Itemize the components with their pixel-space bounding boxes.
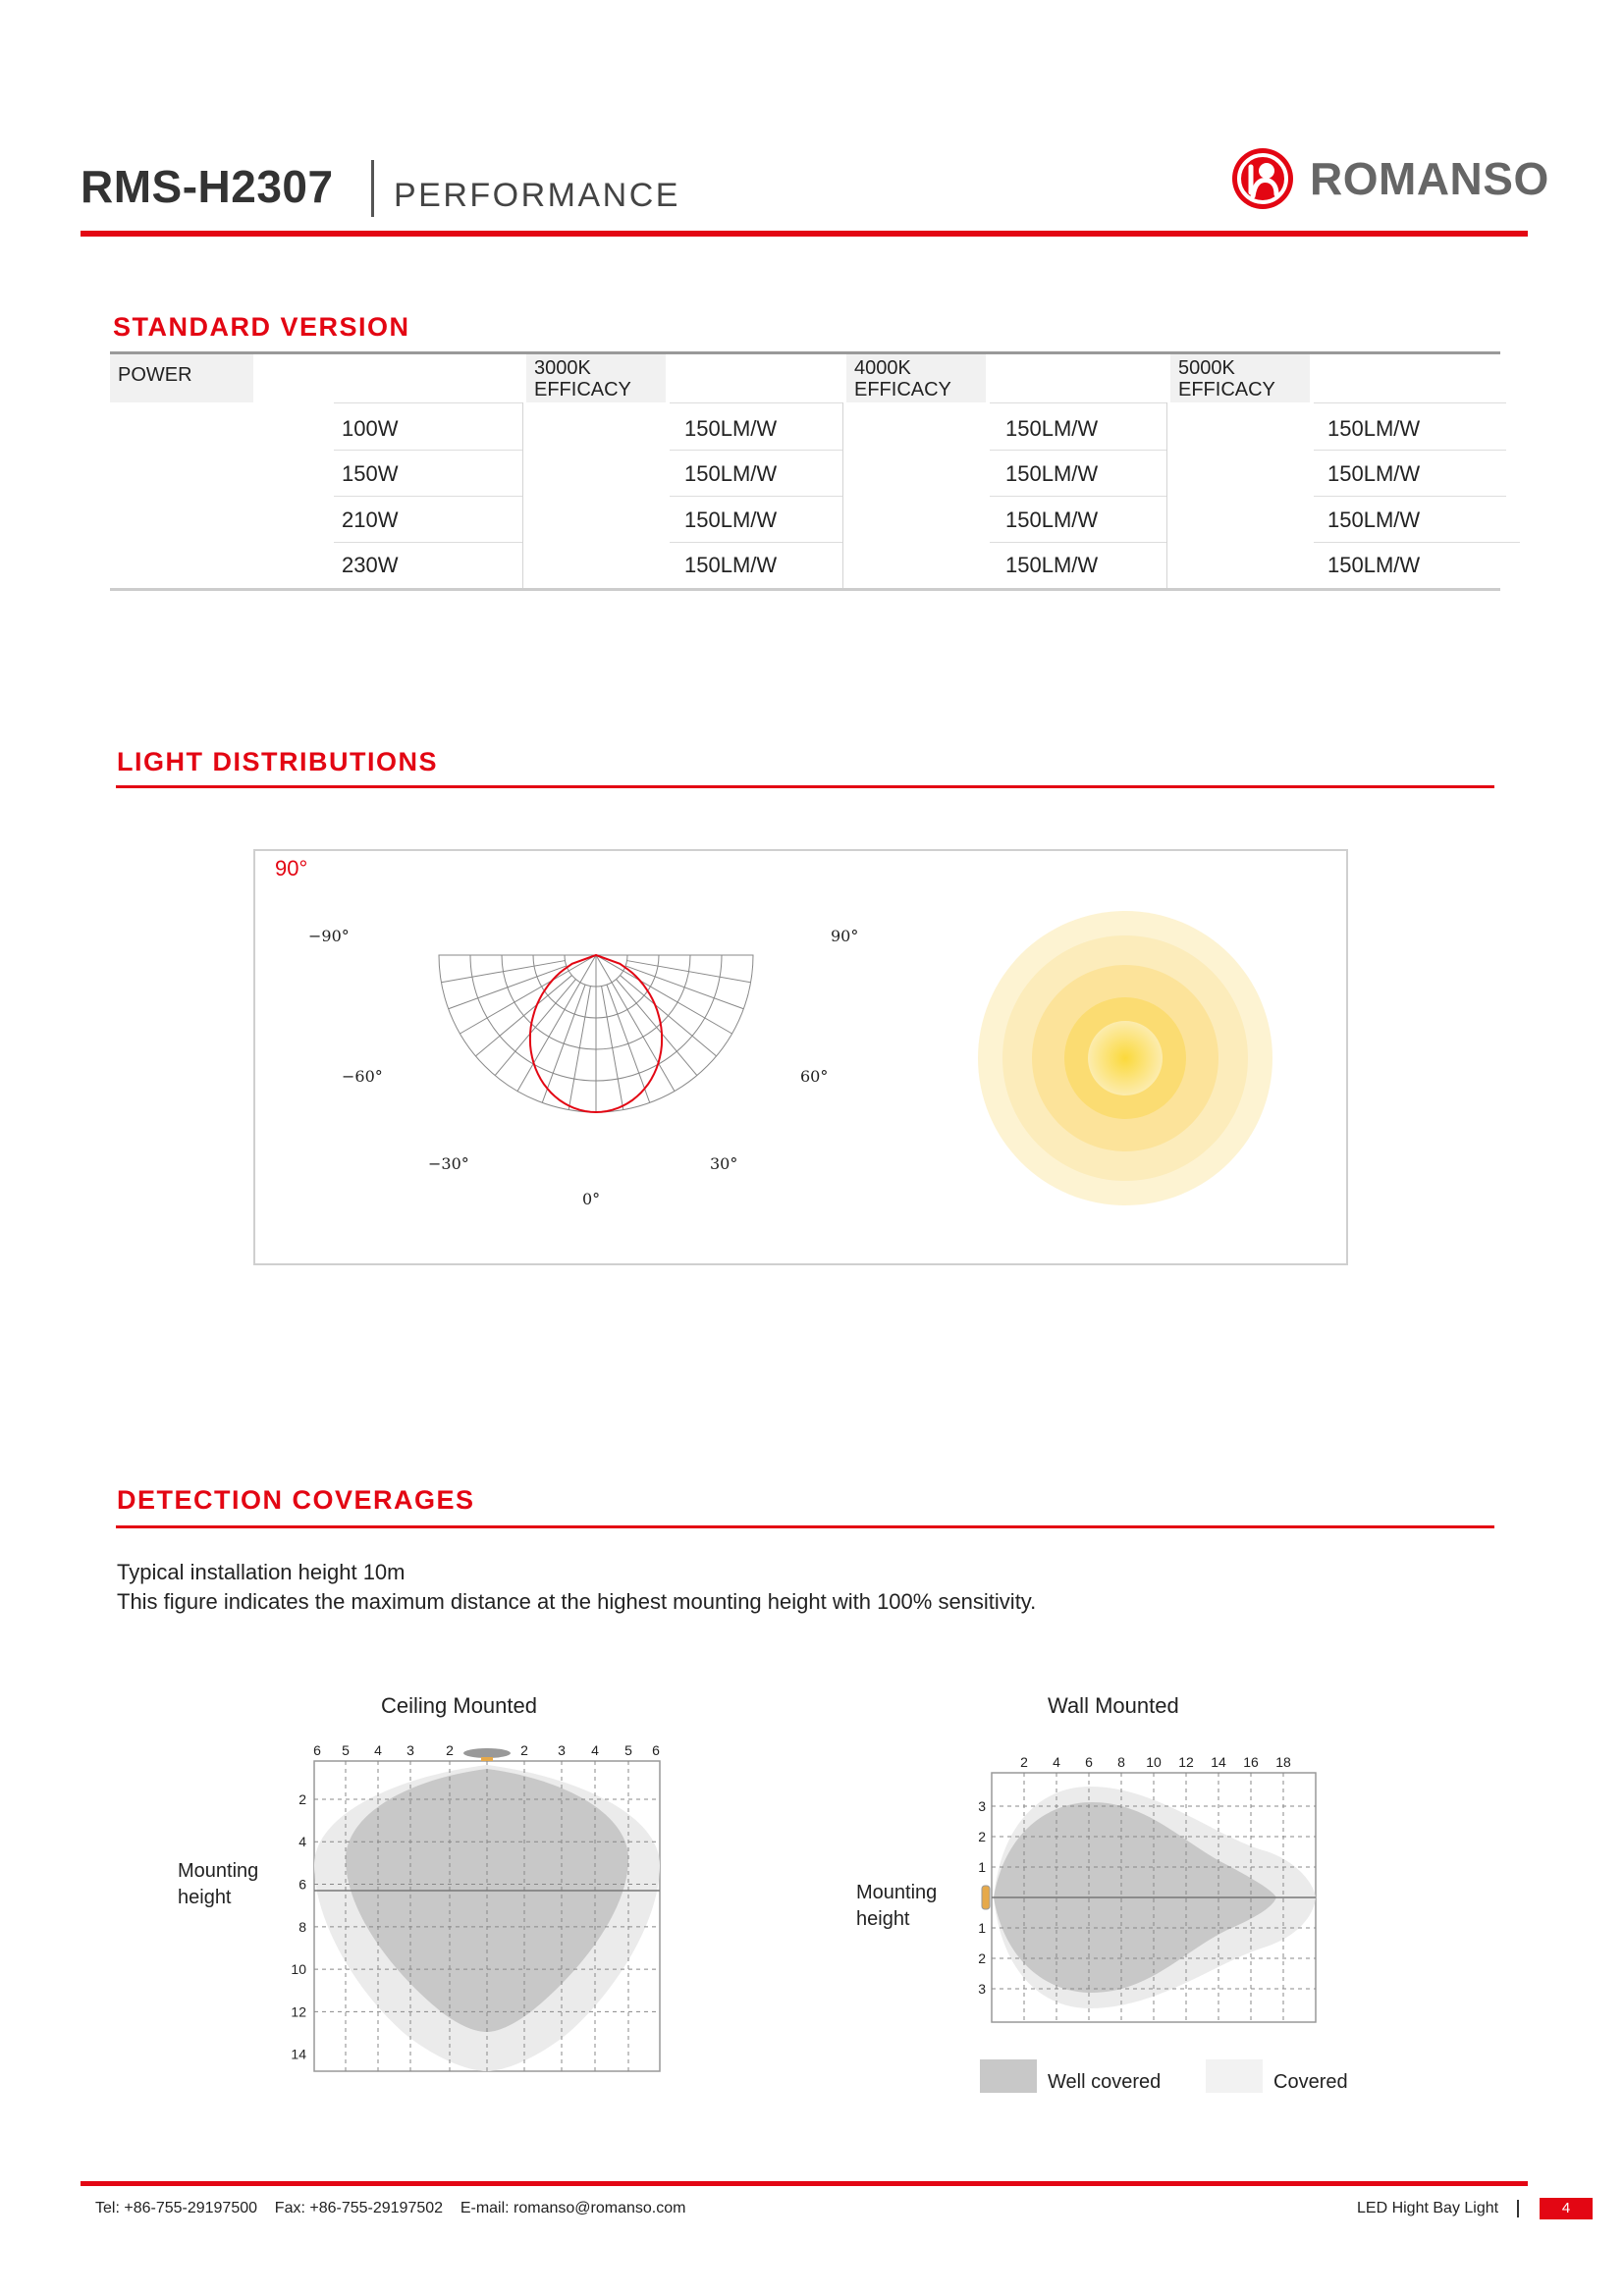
page-number: 4 bbox=[1540, 2198, 1593, 2219]
power-header-cell bbox=[110, 354, 253, 402]
ceiling-axis-label-2: height bbox=[178, 1887, 232, 1908]
row-divider bbox=[1314, 542, 1520, 543]
x-tick-label: 2 bbox=[446, 1742, 454, 1758]
cct-4000-header-cell bbox=[846, 354, 986, 402]
x-tick-label: 10 bbox=[1146, 1754, 1162, 1770]
efficacy-value: 150LM/W bbox=[684, 553, 778, 577]
angle-label-neg60: −60° bbox=[342, 1067, 383, 1086]
x-tick-label: 16 bbox=[1243, 1754, 1259, 1770]
power-value: 230W bbox=[342, 553, 399, 577]
light-glow-illustration bbox=[976, 909, 1274, 1207]
romanso-logo-icon bbox=[1229, 145, 1296, 212]
row-divider bbox=[990, 450, 1166, 451]
column-divider bbox=[1166, 402, 1167, 589]
header-rule bbox=[81, 231, 1528, 237]
y-tick-label: 12 bbox=[291, 2003, 306, 2020]
efficacy-value: 150LM/W bbox=[1327, 461, 1421, 486]
x-tick-label: 14 bbox=[1211, 1754, 1226, 1770]
cct-4000: 4000K bbox=[854, 357, 911, 379]
footer-contact: Tel: +86-755-29197500 Fax: +86-755-29197502 E-mail: romanso@romanso.com bbox=[95, 2200, 686, 2216]
efficacy-value: 150LM/W bbox=[1005, 553, 1099, 577]
ceiling-mounted-title: Ceiling Mounted bbox=[381, 1693, 537, 1718]
ceiling-axis-label-1: Mounting bbox=[178, 1860, 259, 1882]
y-tick-label: 4 bbox=[298, 1834, 306, 1850]
polar-radial bbox=[542, 985, 585, 1102]
efficacy-value: 150LM/W bbox=[1327, 553, 1421, 577]
x-tick-label: 6 bbox=[652, 1742, 660, 1758]
y-tick-label: 6 bbox=[298, 1876, 306, 1893]
row-divider bbox=[670, 496, 842, 497]
efficacy-4000-label: EFFICACY bbox=[854, 379, 951, 400]
cct-3000: 3000K bbox=[534, 357, 591, 379]
efficacy-value: 150LM/W bbox=[684, 416, 778, 441]
polar-radial bbox=[625, 966, 743, 1009]
y-tick-label: 8 bbox=[298, 1918, 306, 1935]
polar-radial bbox=[568, 987, 590, 1110]
efficacy-value: 150LM/W bbox=[1005, 507, 1099, 532]
row-divider bbox=[990, 496, 1166, 497]
footer-rule bbox=[81, 2181, 1528, 2186]
legend-swatch-well-covered bbox=[980, 2059, 1037, 2093]
installation-height-note: Typical installation height 10m bbox=[117, 1560, 406, 1584]
detection-coverages-rule bbox=[116, 1525, 1494, 1528]
y-tick-label: 14 bbox=[291, 2046, 306, 2062]
wall-coverage-chart bbox=[972, 1745, 1326, 2030]
standard-version-title: STANDARD VERSION bbox=[113, 312, 410, 342]
row-divider bbox=[990, 542, 1166, 543]
y-tick-label: 10 bbox=[291, 1961, 306, 1978]
x-tick-label: 2 bbox=[520, 1742, 528, 1758]
x-tick-label: 6 bbox=[1085, 1754, 1093, 1770]
angle-label-pos60: 60° bbox=[800, 1067, 829, 1086]
efficacy-value: 150LM/W bbox=[1005, 461, 1099, 486]
angle-label-neg90: −90° bbox=[308, 927, 350, 945]
x-tick-label: 3 bbox=[558, 1742, 566, 1758]
row-divider bbox=[1314, 450, 1506, 451]
power-header: POWER bbox=[118, 364, 192, 386]
header-underline bbox=[670, 402, 842, 403]
polar-radial bbox=[441, 961, 565, 983]
detection-coverages-title: DETECTION COVERAGES bbox=[117, 1485, 475, 1515]
wall-axis-label-2: height bbox=[856, 1908, 910, 1930]
header-underline bbox=[1314, 402, 1506, 403]
x-tick-label: 8 bbox=[1117, 1754, 1125, 1770]
light-distributions-title: LIGHT DISTRIBUTIONS bbox=[117, 747, 438, 776]
legend-well-covered: Well covered bbox=[1048, 2071, 1162, 2093]
x-tick-label: 4 bbox=[374, 1742, 382, 1758]
polar-radial bbox=[602, 987, 623, 1110]
power-value: 210W bbox=[342, 507, 399, 532]
efficacy-value: 150LM/W bbox=[684, 507, 778, 532]
row-divider bbox=[334, 450, 522, 451]
cct-3000-header-cell bbox=[526, 354, 666, 402]
light-distributions-rule bbox=[116, 785, 1494, 788]
page-section-title: PERFORMANCE bbox=[394, 177, 680, 214]
table-bottom-rule bbox=[110, 588, 1500, 591]
y-tick-label: 3 bbox=[978, 1981, 986, 1997]
x-tick-label: 6 bbox=[313, 1742, 321, 1758]
row-divider bbox=[334, 496, 522, 497]
polar-radial bbox=[607, 985, 650, 1102]
y-tick-label: 1 bbox=[978, 1920, 986, 1936]
footer-product: LED Hight Bay Light bbox=[1357, 2200, 1499, 2216]
x-tick-label: 5 bbox=[624, 1742, 632, 1758]
y-tick-label: 1 bbox=[978, 1859, 986, 1875]
efficacy-5000-label: EFFICACY bbox=[1178, 379, 1275, 400]
header-divider bbox=[371, 160, 374, 217]
x-tick-label: 5 bbox=[342, 1742, 350, 1758]
efficacy-value: 150LM/W bbox=[1327, 416, 1421, 441]
header-underline bbox=[990, 402, 1166, 403]
x-tick-label: 2 bbox=[1020, 1754, 1028, 1770]
row-divider bbox=[334, 542, 522, 543]
model-number: RMS-H2307 bbox=[81, 161, 334, 212]
efficacy-value: 150LM/W bbox=[684, 461, 778, 486]
row-divider bbox=[670, 542, 842, 543]
efficacy-value: 150LM/W bbox=[1005, 416, 1099, 441]
legend-covered: Covered bbox=[1273, 2071, 1348, 2093]
polar-radial bbox=[449, 966, 567, 1009]
footer-divider bbox=[1517, 2200, 1519, 2217]
x-tick-label: 4 bbox=[591, 1742, 599, 1758]
row-divider bbox=[1314, 496, 1506, 497]
brand-name: ROMANSO bbox=[1310, 153, 1549, 204]
angle-label-pos30: 30° bbox=[710, 1154, 738, 1173]
polar-distribution-diagram bbox=[344, 928, 835, 1212]
x-tick-label: 3 bbox=[406, 1742, 414, 1758]
header-underline bbox=[334, 402, 522, 403]
column-divider bbox=[842, 402, 843, 589]
legend-swatch-covered bbox=[1206, 2059, 1263, 2093]
y-tick-label: 2 bbox=[978, 1829, 986, 1844]
efficacy-value: 150LM/W bbox=[1327, 507, 1421, 532]
angle-label-pos90: 90° bbox=[831, 927, 859, 945]
beam-angle-label: 90° bbox=[275, 856, 308, 881]
x-tick-label: 18 bbox=[1275, 1754, 1291, 1770]
cct-5000-header-cell bbox=[1170, 354, 1310, 402]
row-divider bbox=[670, 450, 842, 451]
polar-radial bbox=[627, 961, 751, 983]
angle-label-neg30: −30° bbox=[428, 1154, 469, 1173]
ceiling-coverage-chart bbox=[285, 1737, 677, 2076]
y-tick-label: 2 bbox=[978, 1950, 986, 1966]
y-tick-label: 2 bbox=[298, 1790, 306, 1807]
x-tick-label: 4 bbox=[1053, 1754, 1060, 1770]
y-tick-label: 3 bbox=[978, 1798, 986, 1814]
power-value: 150W bbox=[342, 461, 399, 486]
sensitivity-note: This figure indicates the maximum distance at the highest mounting height with 100% sensitivity. bbox=[117, 1589, 1037, 1614]
cct-5000: 5000K bbox=[1178, 357, 1235, 379]
x-tick-label: 12 bbox=[1178, 1754, 1194, 1770]
wall-axis-label-1: Mounting bbox=[856, 1882, 938, 1903]
wall-mounted-title: Wall Mounted bbox=[1048, 1693, 1179, 1718]
angle-label-zero: 0° bbox=[582, 1190, 601, 1208]
efficacy-3000-label: EFFICACY bbox=[534, 379, 631, 400]
power-value: 100W bbox=[342, 416, 399, 441]
column-divider bbox=[522, 402, 523, 589]
